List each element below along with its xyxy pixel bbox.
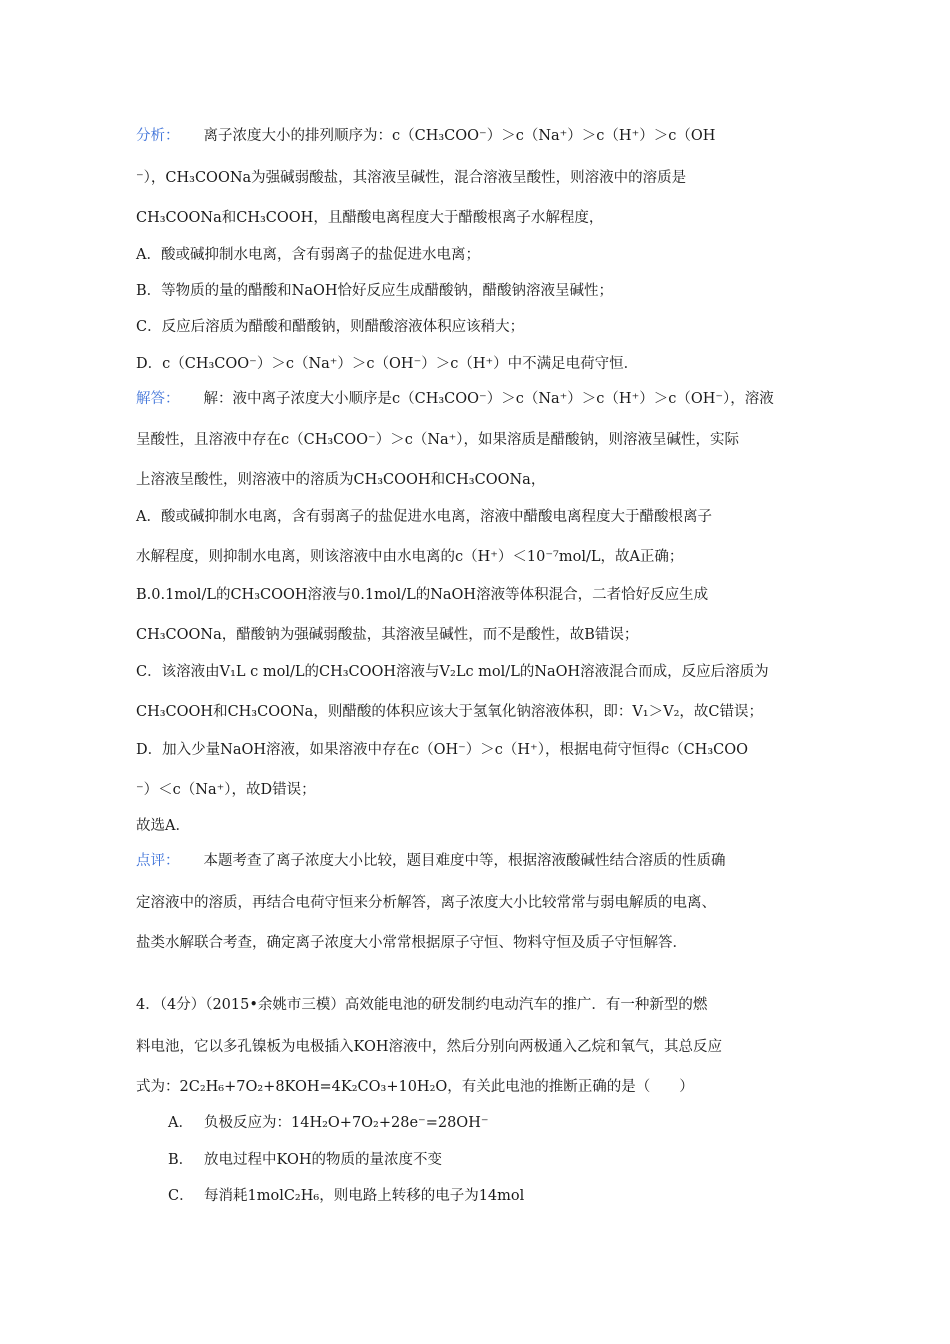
solution-line-1: 解答： 解：液中离子浓度大小顺序是c（CH₃COO⁻）＞c（Na⁺）＞c（H⁺）＞c（OH⁻），溶液 [136, 391, 774, 407]
solution-line-9: CH₃COOH和CH₃COONa，则醋酸的体积应该大于氢氧化钠溶液体积，即：V₁＞V₂，故C错误； [136, 704, 763, 720]
question-line-3: 式为：2C₂H₆+7O₂+8KOH=4K₂CO₃+10H₂O，有关此电池的推断正确的是（ ） [136, 1079, 694, 1095]
analysis-line-6: C．反应后溶质为醋酸和醋酸钠，则醋酸溶液体积应该稍大； [136, 319, 525, 335]
solution-line-8: C．该溶液由V₁L c mol/L的CH₃COOH溶液与V₂Lc mol/L的NaOH溶液混合而成，反应后溶质为 [136, 664, 769, 680]
solution-label: 解答： [136, 391, 180, 407]
analysis-line-1: 分析： 离子浓度大小的排列顺序为：c（CH₃COO⁻）＞c（Na⁺）＞c（H⁺）＞c（OH [136, 128, 716, 144]
analysis-line-3: CH₃COONa和CH₃COOH，且醋酸电离程度大于醋酸根离子水解程度， [136, 210, 604, 226]
solution-line-7: CH₃COONa，醋酸钠为强碱弱酸盐，其溶液呈碱性，而不是酸性，故B错误； [136, 627, 639, 643]
analysis-label: 分析： [136, 128, 180, 144]
solution-line-3: 上溶液呈酸性，则溶液中的溶质为CH₃COOH和CH₃COONa， [136, 472, 546, 488]
question-line-1: 4．（4分）（2015•余姚市三模）高效能电池的研发制约电动汽车的推广．有一种新型的燃 [136, 997, 708, 1013]
question-line-2: 料电池，它以多孔镍板为电极插入KOH溶液中，然后分别向两极通入乙烷和氧气，其总反应 [136, 1039, 722, 1055]
analysis-line-4: A．酸或碱抑制水电离，含有弱离子的盐促进水电离； [136, 247, 480, 263]
analysis-line-5: B．等物质的量的醋酸和NaOH恰好反应生成醋酸钠，醋酸钠溶液呈碱性； [136, 283, 614, 299]
analysis-line-7: D．c（CH₃COO⁻）＞c（Na⁺）＞c（OH⁻）＞c（H⁺）中不满足电荷守恒． [136, 356, 639, 372]
option-a: A． 负极反应为：14H₂O+7O₂+28e⁻=28OH⁻ [168, 1115, 489, 1131]
option-c: C． 每消耗1molC₂H₆，则电路上转移的电子为14mol [168, 1188, 525, 1204]
analysis-line-2: ⁻），CH₃COONa为强碱弱酸盐，其溶液呈碱性，混合溶液呈酸性，则溶液中的溶质是 [136, 170, 687, 186]
solution-line-10: D．加入少量NaOH溶液，如果溶液中存在c（OH⁻）＞c（H⁺），根据电荷守恒得c（CH₃COO [136, 742, 749, 758]
comment-line-1: 点评： 本题考查了离子浓度大小比较，题目难度中等，根据溶液酸碱性结合溶质的性质确 [136, 853, 726, 869]
solution-line-4: A．酸或碱抑制水电离，含有弱离子的盐促进水电离，溶液中醋酸电离程度大于醋酸根离子 [136, 509, 712, 525]
comment-line-3: 盐类水解联合考查，确定离子浓度大小常常根据原子守恒、物料守恒及质子守恒解答． [136, 935, 687, 951]
solution-line-12: 故选A． [136, 818, 190, 834]
solution-line-11: ⁻）＜c（Na⁺），故D错误； [136, 782, 316, 798]
option-b: B． 放电过程中KOH的物质的量浓度不变 [168, 1152, 442, 1168]
solution-line-6: B.0.1mol/L的CH₃COOH溶液与0.1mol/L的NaOH溶液等体积混合，二者恰好反应生成 [136, 587, 709, 603]
comment-label: 点评： [136, 853, 180, 869]
solution-line-2: 呈酸性，且溶液中存在c（CH₃COO⁻）＞c（Na⁺），如果溶质是醋酸钠，则溶液呈碱性，实际 [136, 432, 740, 448]
solution-line-5: 水解程度，则抑制水电离，则该溶液中由水电离的c（H⁺）＜10⁻⁷mol/L，故A正确； [136, 549, 684, 565]
comment-line-2: 定溶液中的溶质，再结合电荷守恒来分析解答，离子浓度大小比较常常与弱电解质的电离、 [136, 895, 716, 911]
